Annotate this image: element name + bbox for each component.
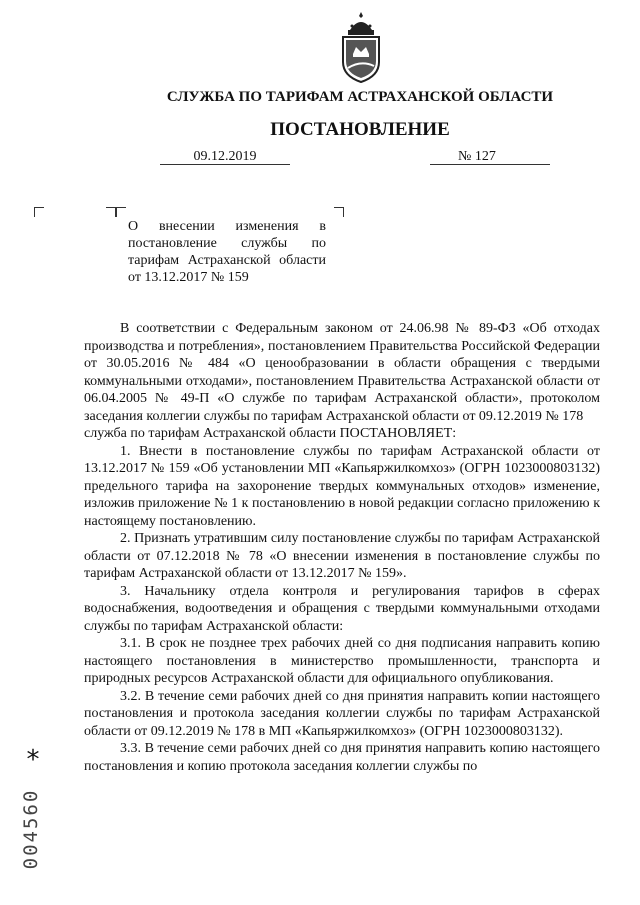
resolves-line: служба по тарифам Астраханской области ПОСТАНОВЛЯЕТ: xyxy=(84,426,457,441)
agency-name: СЛУЖБА ПО ТАРИФАМ АСТРАХАНСКОЙ ОБЛАСТИ xyxy=(166,89,554,105)
clause-paragraph: 3.3. В течение семи рабочих дней со дня принятия направить копию настоящего постановления и копию протокола заседания коллегии службы по xyxy=(84,741,600,774)
document-number-field xyxy=(430,149,550,165)
document-subject: О внесении изменения в постановление службы по тарифам Астраханской области от 13.12.2017 № 159 xyxy=(128,219,326,285)
preamble-paragraph: В соответствии с Федеральным законом от 24.06.98 № 89-ФЗ «Об отходах производства и потребления», постановлением Правительства Российской Федерации от 30.05.2016 № 484 «О ценообразовании в области обращения с твердыми коммунальными отходами», постановлением Правительства Астраханской области от 06.04.2005 № 49-П «О службе по тарифам Астраханской области», протоколом заседания коллегии службы по тарифам Астраханской области от 09.12.2019 № 178 xyxy=(84,321,600,424)
coat-of-arms-icon xyxy=(336,10,386,86)
clause-paragraph: 2. Признать утратившим силу постановление службы по тарифам Астраханской области от 07.12.2018 № 78 «О внесении изменения в постановление службы по тарифам Астраханской области от 13.12.2017 № 159». xyxy=(84,531,600,581)
document-date: 09.12.2019 xyxy=(160,149,290,165)
bracket-corner xyxy=(106,207,116,217)
clause-paragraph: 3. Начальнику отдела контроля и регулирования тарифов в сферах водоснабжения, водоотведения и обращения с твердыми коммунальными отходами службы по тарифам Астраханской области: xyxy=(84,583,600,634)
stamp-asterisk: * xyxy=(26,745,40,775)
stamp-number: 004560 xyxy=(20,788,42,870)
registration-stamp xyxy=(18,745,48,895)
bracket-corner xyxy=(34,207,44,217)
clause-paragraph: 3.2. В течение семи рабочих дней со дня принятия направить копии настоящего постановления и протокола заседания коллегии службы по тарифам Астраханской области от 09.12.2019 № 178 в МП «Капьяржилкомхоз» (ОГРН 1023000803132). xyxy=(84,688,600,739)
bracket-corner xyxy=(334,207,344,217)
clause-paragraph: 1. Внести в постановление службы по тарифам Астраханской области от 13.12.2017 № 159 «Об установлении МП «Капьяржилкомхоз» (ОГРН 1023000803132) предельного тарифа на захоронение твердых коммунальных отходов» изменение, изложив приложение № 1 к постановлению в новой редакции согласно приложению к настоящему постановлению. xyxy=(84,443,600,529)
document-title: ПОСТАНОВЛЕНИЕ xyxy=(270,119,450,140)
bracket-corner xyxy=(116,207,126,217)
number-label: № xyxy=(458,149,472,164)
document-number: 127 xyxy=(474,149,496,164)
document-body xyxy=(84,320,600,775)
clause-paragraph: 3.1. В срок не позднее трех рабочих дней со дня подписания направить копию настоящего постановления в министерство промышленности, транспорта и природных ресурсов Астраханской области для официального опубликования. xyxy=(84,636,600,686)
